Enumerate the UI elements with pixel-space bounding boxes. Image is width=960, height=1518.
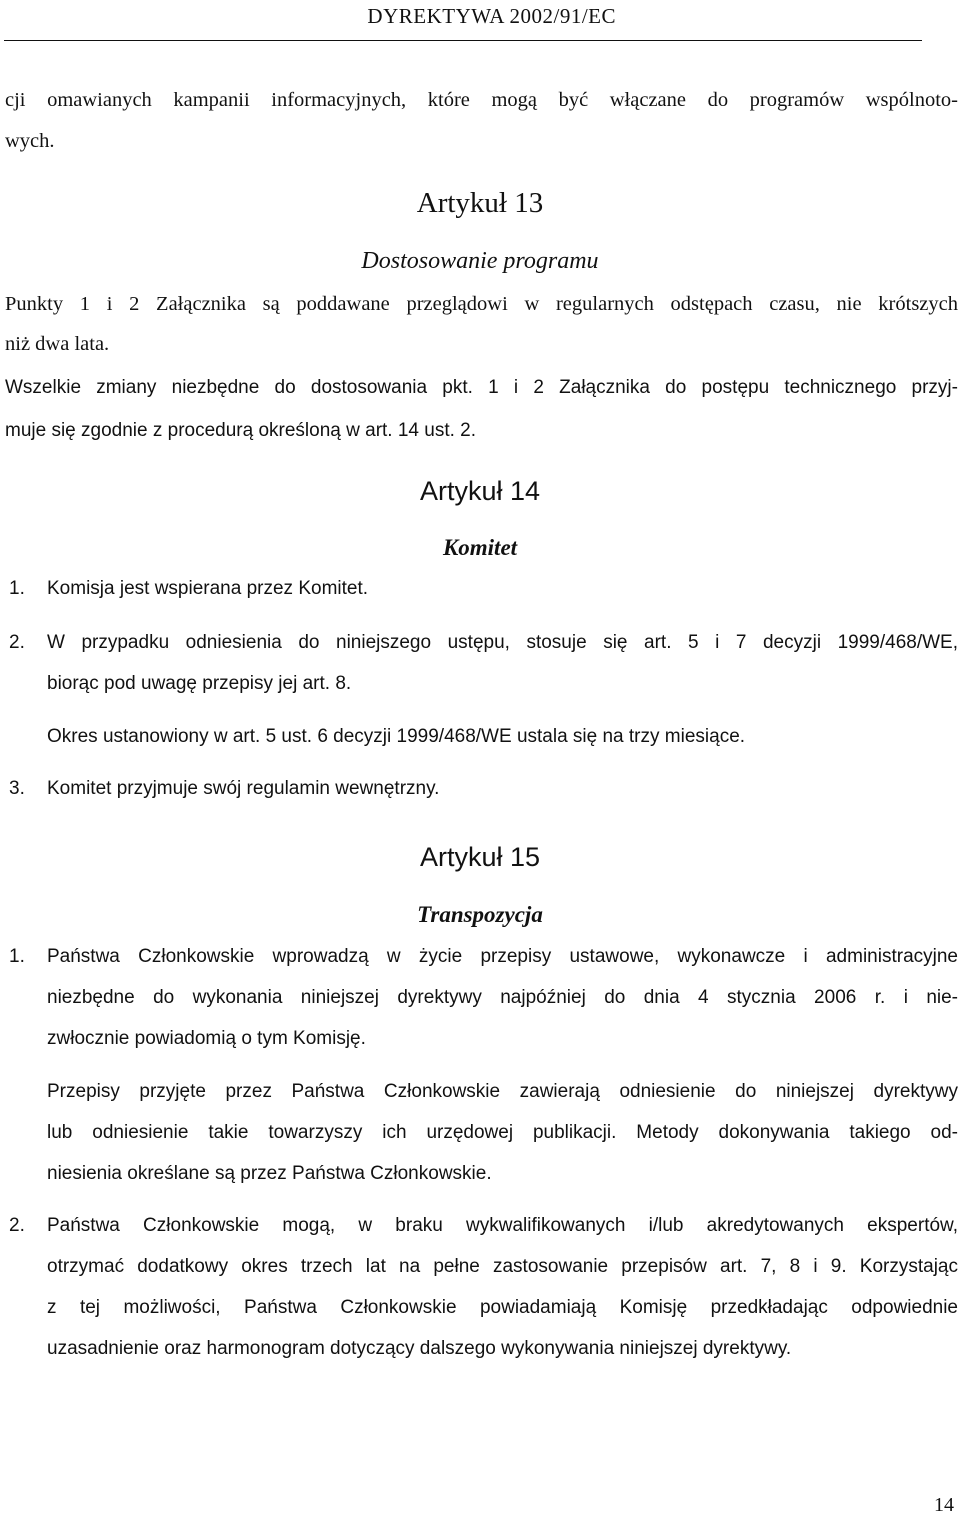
article-14-item-1-line: Komisja jest wspierana przez Komitet.: [47, 578, 369, 599]
article-15-item-1-number: 1.: [9, 946, 25, 967]
article-14-heading: Artykuł 14: [419, 476, 541, 506]
article-15-item-2-line-4: uzasadnienie oraz harmonogram dotyczący dalszego wykonywania niniejszej dyrektywy.: [47, 1338, 792, 1359]
article-13-heading: Artykuł 13: [416, 187, 544, 219]
article-15-item-1b-line-1: Przepisy przyjęte przez Państwa Członkowskie zawierają odniesienie do niniejszej dyrektywy: [47, 1081, 958, 1102]
article-13-p1-line-1: Punkty 1 i 2 Załącznika są poddawane przeglądowi w regularnych odstępach czasu, nie krótszych: [5, 293, 958, 315]
article-14-item-2-extra: [47, 718, 958, 756]
article-13-subtitle: Dostosowanie programu: [361, 248, 599, 274]
article-13-p2-line-2: muje się zgodnie z procedurą określoną w art. 14 ust. 2.: [5, 420, 477, 441]
article-15-item-1b-line-3: niesienia określane są przez Państwa Członkowskie.: [47, 1163, 492, 1184]
article-14-item-3-text: [47, 768, 958, 809]
article-13-p2-line-1: Wszelkie zmiany niezbędne do dostosowania pkt. 1 i 2 Załącznika do postępu technicznego przyj-: [5, 377, 958, 398]
header-title: DYREKTYWA 2002/91/EC: [367, 4, 616, 28]
continuation-line-1: cji omawianych kampanii informacyjnych, które mogą być włączane do programów wspólnoto-: [5, 89, 958, 111]
continuation-paragraph: [5, 80, 958, 162]
article-14-item-2-line-1: W przypadku odniesienia do niniejszego ustępu, stosuje się art. 5 i 7 decyzji 1999/468/WE,: [47, 632, 958, 653]
page-number: 14: [934, 1494, 954, 1516]
article-13-p1-line-2: niż dwa lata.: [5, 333, 110, 355]
article-14-item-2-text: [47, 622, 958, 704]
article-15-subtitle: Transpozycja: [417, 902, 543, 927]
article-15-item-1-paragraph-2: [47, 1071, 958, 1194]
article-14-item-2-line-2: biorąc pod uwagę przepisy jej art. 8.: [47, 673, 352, 694]
article-15-item-2-line-2: otrzymać dodatkowy okres trzech lat na pełne zastosowanie przepisów art. 7, 8 i 9. Korzystając: [47, 1256, 958, 1277]
article-14-item-1-number: 1.: [9, 578, 25, 599]
running-header: [0, 0, 960, 44]
article-14-item-3-number: 3.: [9, 778, 25, 799]
article-15-item-1b-line-2: lub odniesienie takie towarzyszy ich urzędowej publikacji. Metody dokonywania takiego od-: [47, 1122, 958, 1143]
article-15-item-2-text: [47, 1205, 958, 1369]
article-14-subtitle: Komitet: [442, 535, 518, 560]
article-15-item-2-line-1: Państwa Członkowskie mogą, w braku wykwalifikowanych i/lub akredytowanych ekspertów,: [47, 1215, 958, 1236]
article-14-item-3-line: Komitet przyjmuje swój regulamin wewnętrzny.: [47, 778, 440, 799]
article-13-paragraph-2: [5, 366, 958, 452]
article-15-heading: Artykuł 15: [419, 842, 541, 872]
article-13-paragraph-1: [5, 284, 958, 364]
header-rule: [4, 40, 922, 41]
article-15-item-1-text: [47, 936, 958, 1059]
article-14-item-2-number: 2.: [9, 632, 25, 653]
article-15-item-2-line-3: z tej możliwości, Państwa Członkowskie powiadamiają Komisję przedkładając odpowiednie: [47, 1297, 958, 1318]
article-15-item-1-line-1: Państwa Członkowskie wprowadzą w życie przepisy ustawowe, wykonawcze i administracyjne: [47, 946, 958, 967]
article-14-item-2-extra-line: Okres ustanowiony w art. 5 ust. 6 decyzji 1999/468/WE ustala się na trzy miesiące.: [47, 726, 746, 747]
continuation-line-2: wych.: [5, 130, 55, 152]
article-15-item-1-line-3: zwłocznie powiadomią o tym Komisję.: [47, 1028, 366, 1049]
article-15-item-2-number: 2.: [9, 1215, 25, 1236]
article-14-item-1-text: [47, 568, 958, 609]
article-15-item-1-line-2: niezbędne do wykonania niniejszej dyrektywy najpóźniej do dnia 4 stycznia 2006 r. i nie-: [47, 987, 958, 1008]
